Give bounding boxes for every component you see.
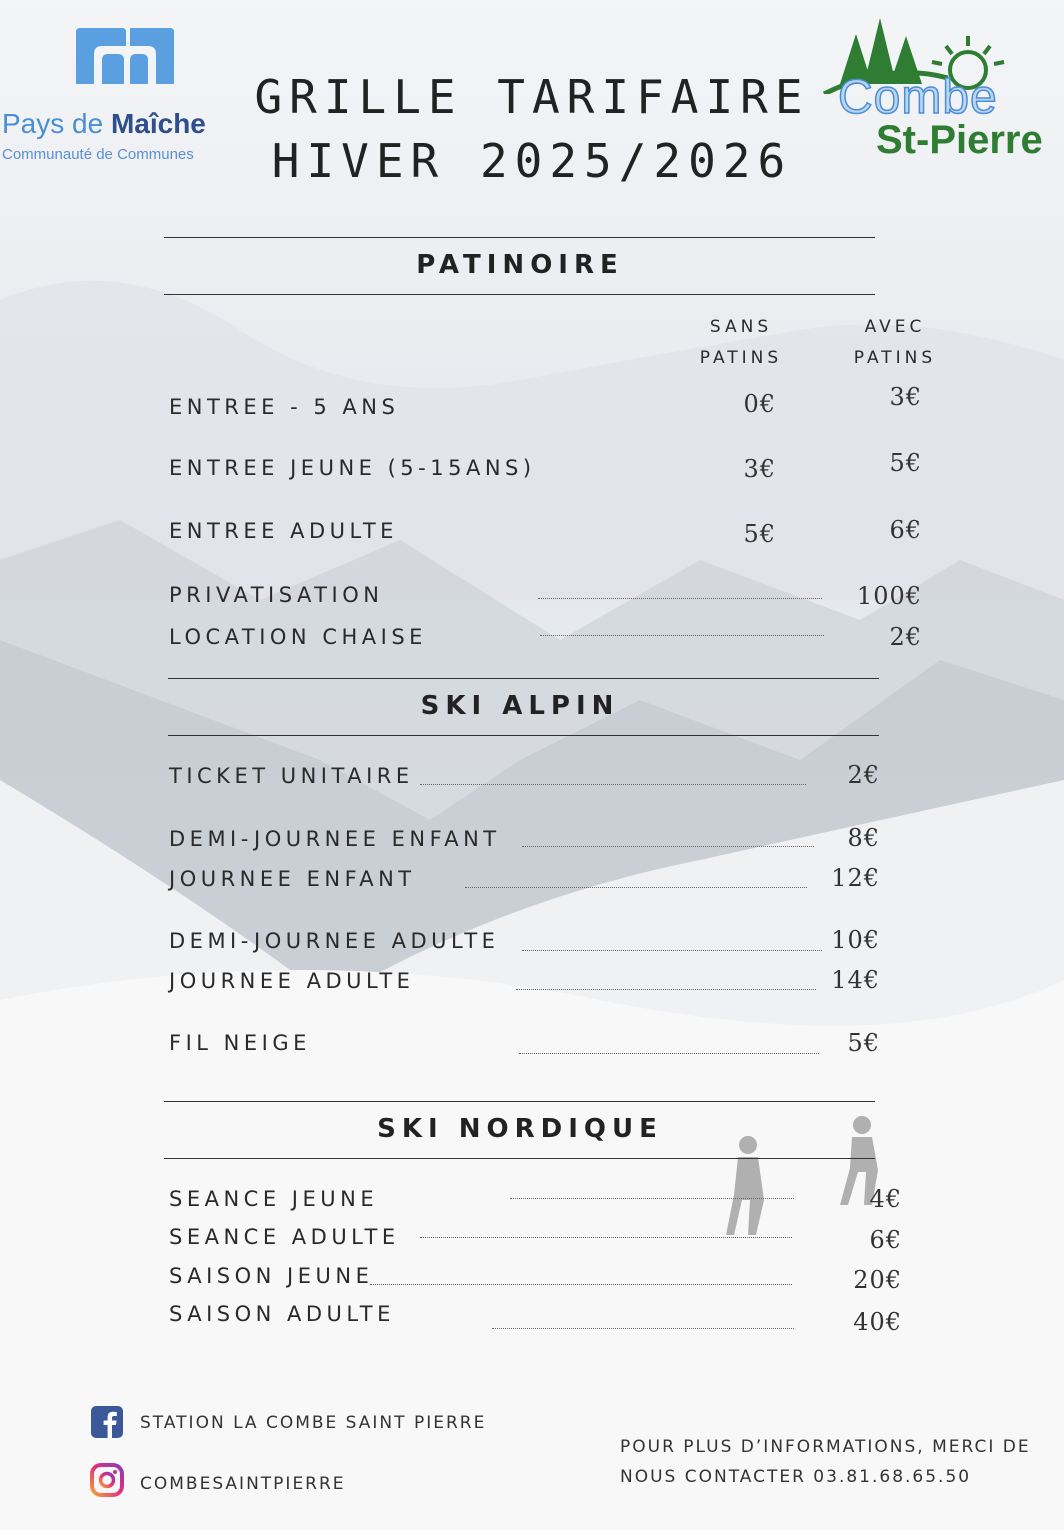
row-price: 6€: [869, 1226, 902, 1254]
patinoire-bottom-rule: [164, 294, 875, 295]
patinoire-title: PATINOIRE: [416, 250, 624, 280]
dotted-leader: [540, 635, 824, 636]
price-avec: 5€: [889, 449, 922, 477]
dotted-leader: [522, 950, 822, 951]
row-label: ENTREE ADULTE: [169, 519, 398, 543]
col-avec-line2: PATINS: [853, 348, 937, 368]
row-label: PRIVATISATION: [169, 583, 384, 607]
row-label: SEANCE JEUNE: [169, 1187, 379, 1211]
row-label: SAISON JEUNE: [169, 1264, 374, 1288]
price-sans: 5€: [743, 520, 776, 548]
row-label: FIL NEIGE: [169, 1031, 311, 1055]
title-line-2: HIVER 2025/2026: [271, 134, 793, 188]
dotted-leader: [492, 1328, 794, 1329]
col-sans-line2: PATINS: [699, 348, 783, 368]
ski-nordique-bottom-rule: [164, 1158, 875, 1159]
row-label: ENTREE - 5 ANS: [169, 395, 400, 419]
ski-alpin-bottom-rule: [168, 735, 879, 736]
row-label: DEMI-JOURNEE ADULTE: [169, 929, 500, 953]
logo-left-name: Pays de Maîche: [2, 108, 206, 139]
facebook-icon[interactable]: [91, 1406, 123, 1438]
ski-alpin-title: SKI ALPIN: [420, 691, 620, 721]
instagram-icon[interactable]: [89, 1462, 125, 1498]
row-label: JOURNEE ADULTE: [169, 969, 415, 993]
patinoire-top-rule: [164, 237, 875, 238]
instagram-link[interactable]: COMBESAINTPIERRE: [140, 1474, 346, 1494]
row-price: 2€: [889, 623, 922, 651]
contact-line-2: NOUS CONTACTER 03.81.68.65.50: [620, 1467, 972, 1487]
row-price: 20€: [853, 1266, 902, 1294]
dotted-leader: [522, 846, 814, 847]
row-price: 100€: [856, 582, 922, 610]
dotted-leader: [420, 1237, 792, 1238]
dotted-leader: [538, 598, 822, 599]
dotted-leader: [519, 1053, 819, 1054]
row-label: SEANCE ADULTE: [169, 1225, 400, 1249]
ski-nordique-top-rule: [164, 1101, 875, 1102]
price-avec: 3€: [889, 383, 922, 411]
row-price: 4€: [869, 1185, 902, 1213]
row-label: JOURNEE ENFANT: [169, 867, 416, 891]
col-sans-line1: SANS: [709, 317, 773, 337]
row-price: 2€: [847, 761, 880, 789]
col-avec-patins: [840, 312, 950, 374]
ski-nordique-title: SKI NORDIQUE: [377, 1114, 663, 1144]
row-label: LOCATION CHAISE: [169, 625, 427, 649]
price-avec: 6€: [889, 516, 922, 544]
dotted-leader: [420, 784, 806, 785]
row-price: 12€: [831, 864, 880, 892]
row-label: TICKET UNITAIRE: [169, 764, 414, 788]
dotted-leader: [465, 887, 807, 888]
dotted-leader: [516, 989, 816, 990]
row-label: ENTREE JEUNE (5-15ANS): [169, 456, 536, 480]
ski-alpin-top-rule: [168, 678, 879, 679]
dotted-leader: [370, 1284, 792, 1285]
price-sans: 3€: [743, 455, 776, 483]
dotted-leader: [510, 1198, 794, 1199]
price-sans: 0€: [743, 390, 776, 418]
col-sans-patins: [686, 312, 796, 374]
title-line-1: GRILLE TARIFAIRE: [254, 70, 810, 124]
row-price: 14€: [831, 966, 880, 994]
row-label: DEMI-JOURNEE ENFANT: [169, 827, 501, 851]
contact-line-1: POUR PLUS D’INFORMATIONS, MERCI DE: [620, 1437, 1031, 1457]
contact-info: [620, 1432, 1031, 1492]
row-price: 10€: [831, 926, 880, 954]
row-price: 40€: [853, 1308, 902, 1336]
row-price: 5€: [847, 1029, 880, 1057]
col-avec-line1: AVEC: [864, 317, 926, 337]
row-price: 8€: [847, 824, 880, 852]
logo-right-line1: Combe: [838, 71, 998, 124]
facebook-link[interactable]: STATION LA COMBE SAINT PIERRE: [140, 1413, 487, 1433]
logo-left-subtitle: Communauté de Communes: [2, 146, 194, 163]
row-label: SAISON ADULTE: [169, 1302, 395, 1326]
logo-right-line2: St-Pierre: [876, 118, 1043, 162]
